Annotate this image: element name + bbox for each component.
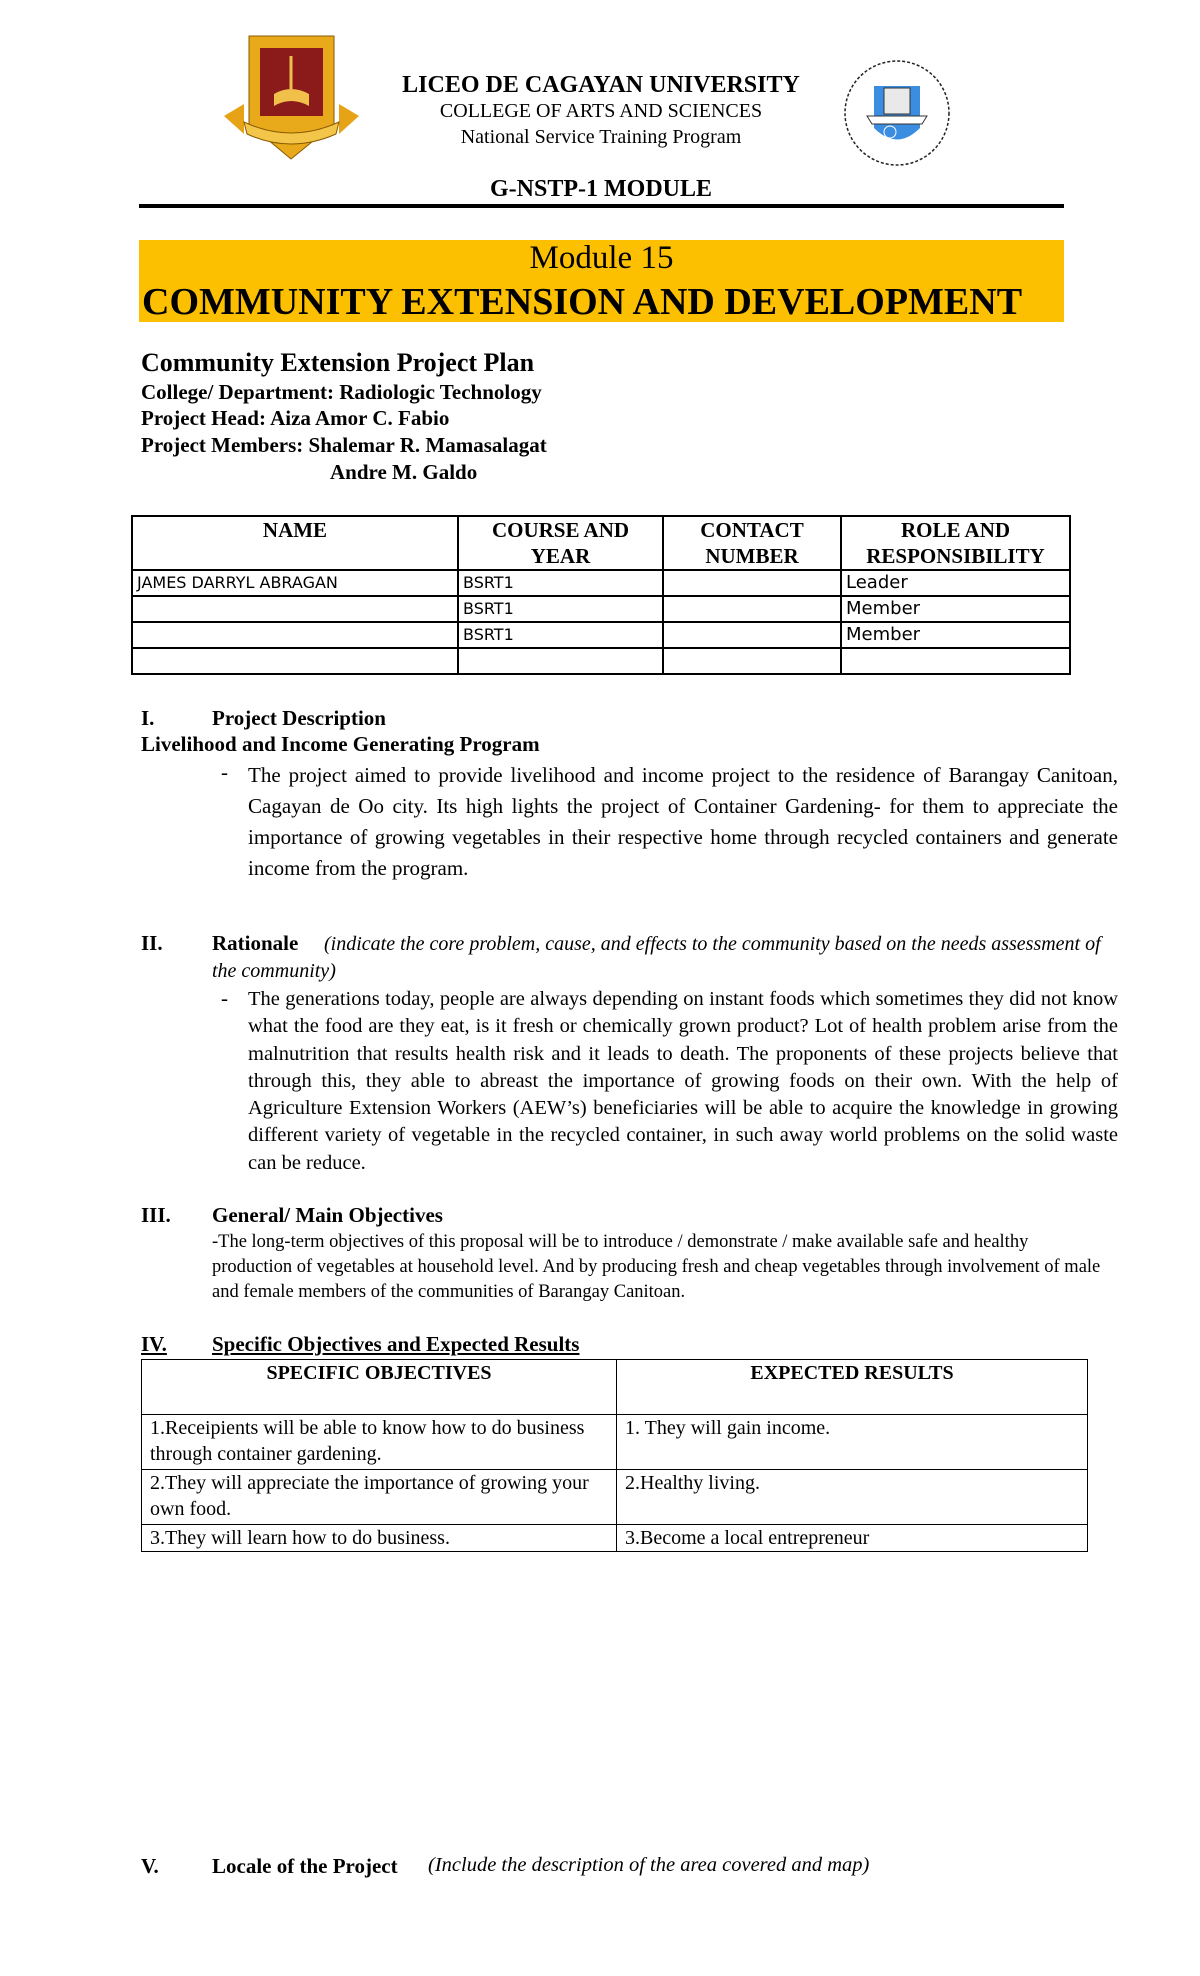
section-number: II. <box>141 931 163 955</box>
program-name: National Service Training Program <box>460 126 742 148</box>
university-name: LICEO DE CAGAYAN UNIVERSITY <box>402 72 800 98</box>
table-row <box>132 648 1070 674</box>
cell: BSRT1 <box>458 570 663 596</box>
section-title: Specific Objectives and Expected Results <box>212 1332 580 1356</box>
section-1-text: The project aimed to provide livelihood and income project to the residence of Barangay Canitoan, Cagayan de Oo city. Its high lights the project of Container Gardening- for them to appreciate the importance of growing vegetables in their respective home through recycled containers and generate income from the program. <box>248 763 1118 880</box>
cell <box>841 648 1070 674</box>
section-4-heading <box>141 1332 580 1357</box>
plan-head: Project Head: Aiza Amor C. Fabio <box>141 406 450 430</box>
cell: JAMES DARRYL ABRAGAN <box>132 570 458 596</box>
section-title: Locale of the Project <box>212 1854 398 1878</box>
section-title: Project Description <box>212 706 386 730</box>
cell: 2.Healthy living. <box>617 1470 1088 1525</box>
section-1-subtitle: Livelihood and Income Generating Program <box>141 732 540 756</box>
section-5-note: (Include the description of the area covered and map) <box>428 1854 870 1876</box>
plan-members-cont: Andre M. Galdo <box>330 460 478 484</box>
bullet-dash: - <box>221 986 228 1010</box>
cell: BSRT1 <box>458 622 663 648</box>
section-1-heading <box>141 706 386 731</box>
cell <box>663 570 841 596</box>
header-divider <box>139 204 1064 208</box>
cell: 1. They will gain income. <box>617 1415 1088 1470</box>
col-header: CONTACT NUMBER <box>663 516 841 570</box>
cell: 1.Receipients will be able to know how to do business through container gardening. <box>142 1415 617 1470</box>
cell: Leader <box>841 570 1070 596</box>
plan-title: Community Extension Project Plan <box>141 348 535 377</box>
module-number: Module 15 <box>529 240 674 276</box>
section-2-note: (indicate the core problem, cause, and effects to the community based on the needs assessment of the community) <box>212 933 1101 982</box>
table-row <box>132 596 1070 622</box>
col-header: SPECIFIC OBJECTIVES <box>142 1360 617 1415</box>
module-banner <box>139 240 1064 322</box>
cell <box>663 622 841 648</box>
cell: Member <box>841 622 1070 648</box>
section-3-heading <box>141 1203 443 1228</box>
table-row <box>142 1525 1088 1552</box>
college-name: COLLEGE OF ARTS AND SCIENCES <box>439 100 763 122</box>
table-row <box>142 1470 1088 1525</box>
cell: BSRT1 <box>458 596 663 622</box>
cell <box>458 648 663 674</box>
cell <box>663 648 841 674</box>
table-header-row <box>142 1360 1088 1415</box>
cell <box>132 596 458 622</box>
plan-members: Project Members: Shalemar R. Mamasalagat <box>141 433 547 457</box>
col-header: EXPECTED RESULTS <box>617 1360 1088 1415</box>
section-2-text: The generations today, people are always depending on instant foods which sometimes they did not know what the food are they eat, is it fresh or chemically grown product? Lot of health problem arise from the malnutrition that results health risk and it leads to death. The proponents of these projects believe that through this, they able to abreast the importance of growing foods on their own. With the help of Agriculture Extension Workers (AEW’s) beneficiaries will be able to acquire the knowledge in growing different variety of vegetable in the recycled container, in such away world problems on the solid waste can be reduce. <box>248 988 1118 1174</box>
cell <box>132 622 458 648</box>
cell: 3.Become a local entrepreneur <box>617 1525 1088 1552</box>
col-header: COURSE AND YEAR <box>458 516 663 570</box>
section-number: V. <box>141 1854 159 1878</box>
table-row <box>132 570 1070 596</box>
section-number: IV. <box>141 1332 167 1356</box>
col-header: ROLE AND RESPONSIBILITY <box>841 516 1070 570</box>
cell <box>663 596 841 622</box>
bullet-dash: - <box>221 760 228 784</box>
section-3-text: -The long-term objectives of this proposal will be to introduce / demonstrate / make available safe and healthy production of vegetables at household level. And by producing fresh and cheap vegetables through involvement of male and female members of the communities of Barangay Canitoan. <box>212 1232 1101 1302</box>
cell: 3.They will learn how to do business. <box>142 1525 617 1552</box>
plan-department: College/ Department: Radiologic Technology <box>141 380 542 404</box>
section-title: General/ Main Objectives <box>212 1203 443 1227</box>
cell: Member <box>841 596 1070 622</box>
section-5-heading <box>141 1854 398 1879</box>
cell <box>132 648 458 674</box>
cell: 2.They will appreciate the importance of growing your own food. <box>142 1470 617 1525</box>
members-table <box>131 515 1071 675</box>
table-row <box>132 622 1070 648</box>
module-code: G-NSTP-1 MODULE <box>490 176 712 202</box>
col-header: NAME <box>132 516 458 570</box>
objectives-table <box>141 1359 1088 1552</box>
section-2-heading <box>141 931 299 956</box>
module-title: COMMUNITY EXTENSION AND DEVELOPMENT <box>142 281 1023 323</box>
table-row <box>142 1415 1088 1470</box>
section-title: Rationale <box>212 931 299 955</box>
section-number: III. <box>141 1203 171 1227</box>
section-number: I. <box>141 706 155 730</box>
table-header-row <box>132 516 1070 570</box>
